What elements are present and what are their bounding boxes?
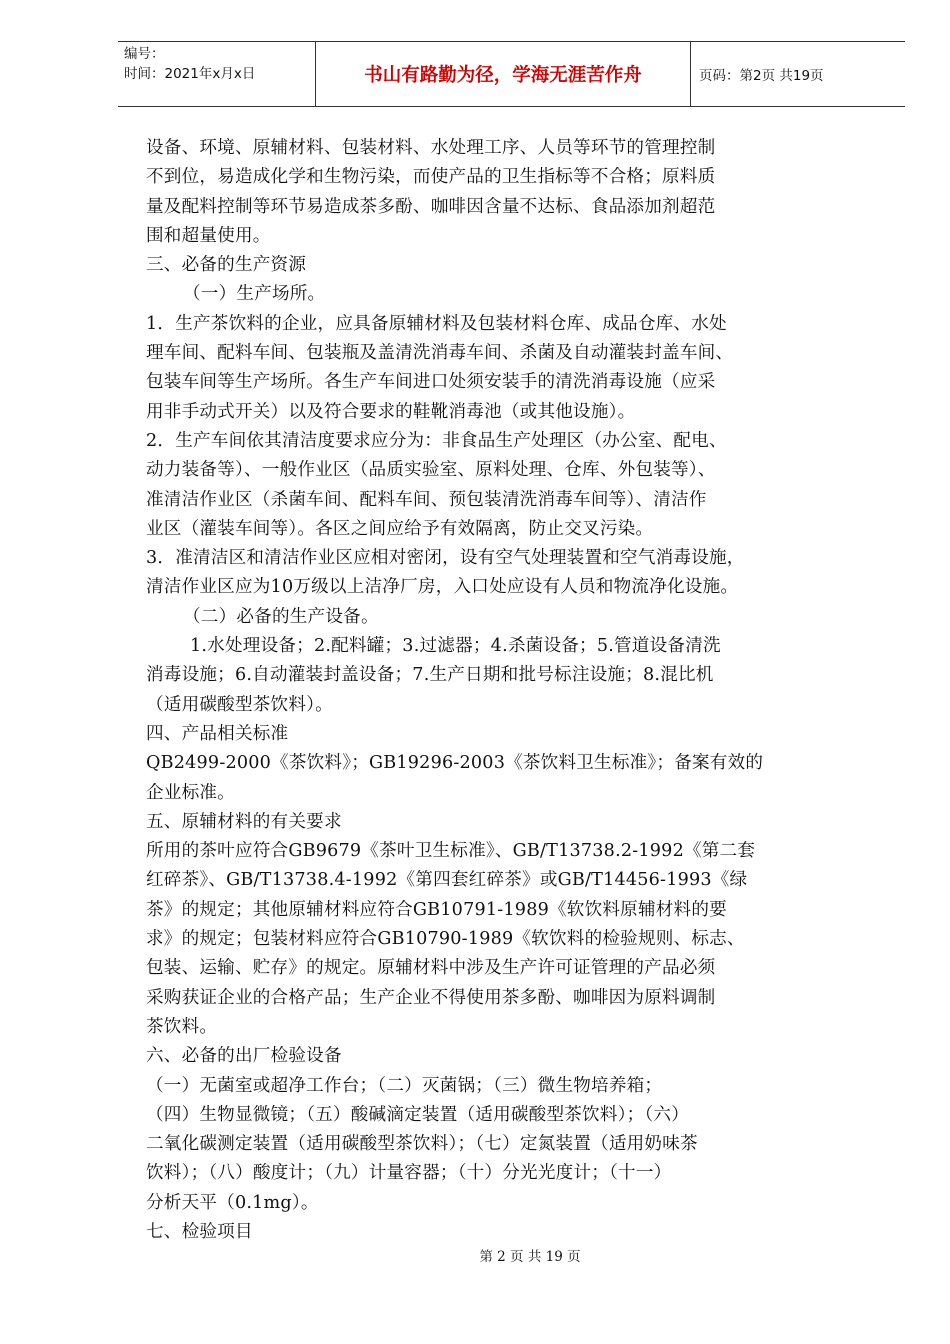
header-meta — [118, 42, 316, 106]
subsection-heading: （一）生产场所。 — [183, 284, 326, 305]
body-line: 理车间、配料车间、包装瓶及盖清洗消毒车间、杀菌及自动灌装封盖车间、 — [146, 343, 734, 364]
body-line: 红碎茶》、GB/T13738.4-1992《第四套红碎茶》或GB/T14456-1993《绿 — [146, 870, 748, 891]
body-line: 业区（灌装车间等）。各区之间应给予有效隔离，防止交叉污染。 — [146, 518, 654, 539]
body-line: 2．生产车间依其清洁度要求应分为：非食品生产处理区（办公室、配电、 — [146, 430, 727, 451]
body-line: 不到位，易造成化学和生物污染，而使产品的卫生指标等不合格；原料质 — [146, 167, 716, 188]
body-line: 分析天平（0.1mg）。 — [146, 1192, 319, 1213]
body-line: 设备、环境、原辅材料、包装材料、水处理工序、人员等环节的管理控制 — [146, 138, 716, 158]
subsection-heading: （二）必备的生产设备。 — [183, 606, 379, 627]
section-heading: 六、必备的出厂检验设备 — [146, 1046, 342, 1067]
body-line: 准清洁作业区（杀菌车间、配料车间、预包装清洗消毒车间等）、清洁作 — [146, 489, 707, 510]
page-footer: 第 2 页 共 19 页 — [479, 1249, 581, 1265]
document-body — [146, 134, 876, 1247]
body-line: （四）生物显微镜；（五）酸碱滴定装置（适用碳酸型茶饮料）；（六） — [146, 1104, 690, 1125]
body-line: 企业标准。 — [146, 782, 235, 803]
body-line: 1．生产茶饮料的企业，应具备原辅材料及包装材料仓库、成品仓库、水处 — [146, 313, 727, 334]
header-page-info: 页码：第2页 共19页 — [699, 68, 824, 84]
body-line: QB2499-2000《茶饮料》；GB19296-2003《茶饮料卫生标准》；备案有效的 — [146, 753, 764, 774]
body-line: 用非手动式开关）以及符合要求的鞋靴消毒池（或其他设施）。 — [146, 401, 636, 422]
body-line: 清洁作业区应为10万级以上洁净厂房，入口处应设有人员和物流净化设施。 — [146, 577, 739, 598]
section-heading: 五、原辅材料的有关要求 — [146, 811, 342, 832]
number-label: 编号： — [124, 46, 165, 62]
header-motto: 书山有路勤为径，学海无涯苦作舟 — [316, 42, 691, 106]
body-line: 包装车间等生产场所。各生产车间进口处须安装手的清洗消毒设施（应采 — [146, 372, 716, 393]
body-line: 采购获证企业的合格产品；生产企业不得使用茶多酚、咖啡因为原料调制 — [146, 987, 716, 1008]
body-line: 茶》的规定；其他原辅材料应符合GB10791-1989《软饮料原辅材料的要 — [146, 899, 727, 920]
page-header — [118, 41, 905, 107]
body-line: 围和超量使用。 — [146, 225, 271, 246]
body-line: 茶饮料。 — [146, 1016, 218, 1037]
body-line: 1.水处理设备；2.配料罐；3.过滤器；4.杀菌设备；5.管道设备清洗 — [190, 636, 721, 657]
body-line: 饮料）；（八）酸度计；（九）计量容器；（十）分光光度计；（十一） — [146, 1163, 672, 1184]
body-line: 二氧化碳测定装置（适用碳酸型茶饮料）；（七）定氮装置（适用奶味茶 — [146, 1134, 698, 1155]
body-line: （适用碳酸型茶饮料）。 — [146, 694, 333, 715]
body-line: 动力装备等）、一般作业区（品质实验室、原料处理、仓库、外包装等）、 — [146, 460, 716, 481]
section-heading: 三、必备的生产资源 — [146, 255, 307, 276]
time-label: 时间：2021年x月x日 — [124, 66, 256, 82]
body-line: 包装、运输、贮存》的规定。原辅材料中涉及生产许可证管理的产品必须 — [146, 958, 716, 979]
body-line: 消毒设施；6.自动灌装封盖设备；7.生产日期和批号标注设施；8.混比机 — [146, 665, 714, 686]
section-heading: 七、检验项目 — [146, 1221, 253, 1242]
body-line: 量及配料控制等环节易造成茶多酚、咖啡因含量不达标、食品添加剂超范 — [146, 196, 716, 217]
body-line: 3．准清洁区和清洁作业区应相对密闭，设有空气处理装置和空气消毒设施， — [146, 548, 745, 569]
body-line: 所用的茶叶应符合GB9679《茶叶卫生标准》、GB/T13738.2-1992《第二套 — [146, 841, 756, 862]
body-line: （一）无菌室或超净工作台；（二）灭菌锅；（三）微生物培养箱； — [146, 1075, 663, 1096]
body-line: 求》的规定；包装材料应符合GB10790-1989《软饮料的检验规则、标志、 — [146, 929, 745, 950]
section-heading: 四、产品相关标准 — [146, 723, 289, 744]
